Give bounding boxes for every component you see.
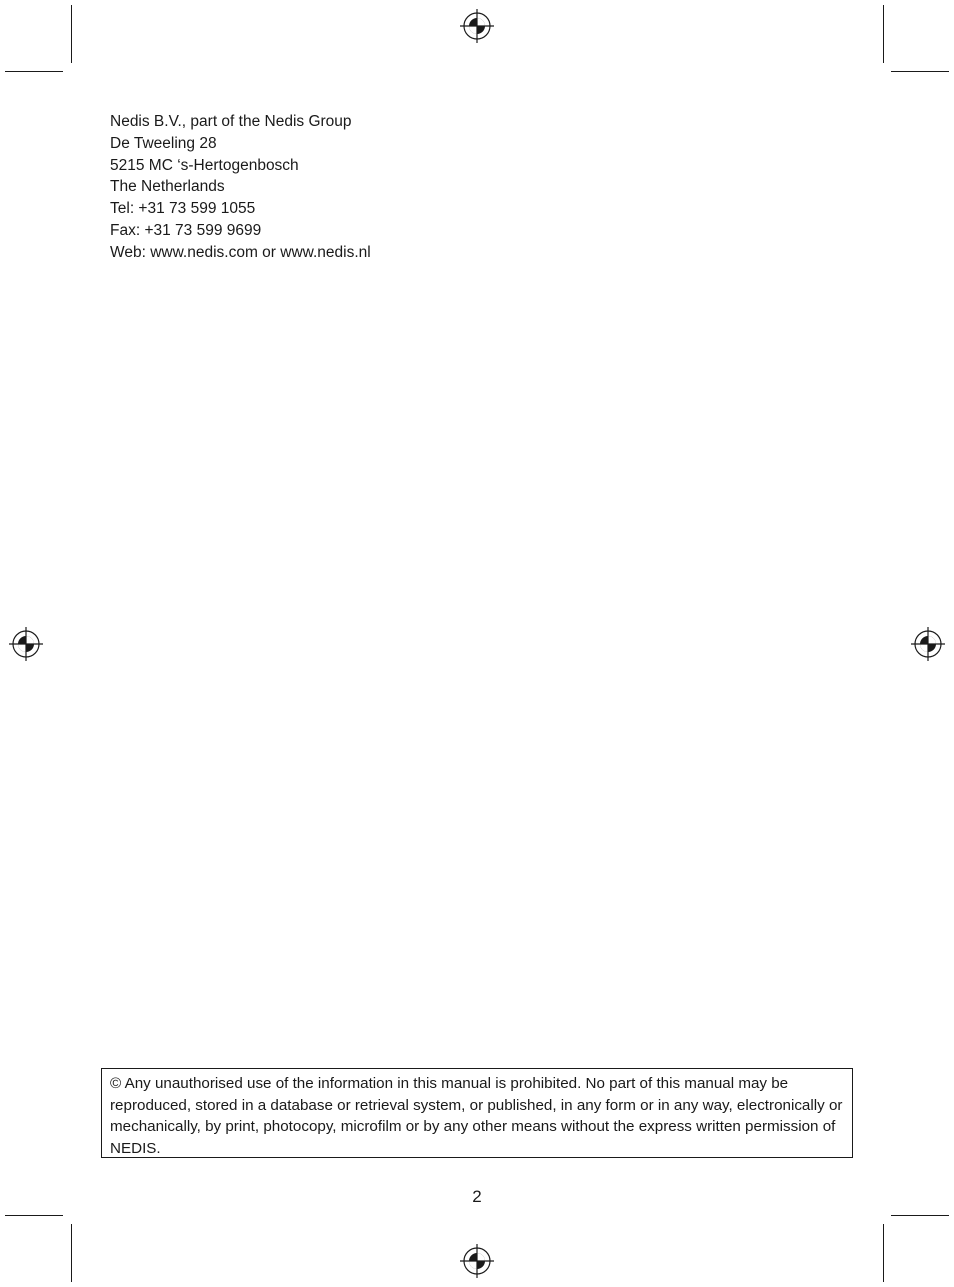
- registration-mark-icon: [460, 9, 494, 43]
- address-fax: Fax: +31 73 599 9699: [110, 221, 262, 239]
- address-telephone: Tel: +31 73 599 1055: [110, 200, 256, 218]
- crop-mark-bottom-right-vertical: [883, 1224, 884, 1282]
- registration-mark-icon: [460, 1244, 494, 1278]
- address-country: The Netherlands: [110, 178, 225, 196]
- registration-mark-icon: [911, 627, 945, 661]
- copyright-notice: © Any unauthorised use of the information in this manual is prohibited. No part of this manual may be reproduced, stored in a database or retrieval system, or published, in any form or in any way, electronically or mechanically, by print, photocopy, microfilm or by any other means without the express written permission of NEDIS.: [101, 1068, 853, 1158]
- crop-mark-bottom-left-horizontal: [5, 1215, 63, 1216]
- page-number: 2: [472, 1187, 482, 1206]
- registration-mark-icon: [9, 627, 43, 661]
- address-web: Web: www.nedis.com or www.nedis.nl: [110, 243, 371, 261]
- crop-mark-top-right-vertical: [883, 5, 884, 63]
- address-company-name: Nedis B.V., part of the Nedis Group: [110, 113, 352, 130]
- crop-mark-top-left-vertical: [71, 5, 72, 63]
- address-street: De Tweeling 28: [110, 134, 217, 152]
- company-address: [110, 111, 371, 264]
- crop-mark-bottom-left-vertical: [71, 1224, 72, 1282]
- crop-mark-top-left-horizontal: [5, 71, 63, 72]
- address-postal-city: 5215 MC ‘s-Hertogenbosch: [110, 156, 299, 174]
- crop-mark-top-right-horizontal: [891, 71, 949, 72]
- crop-mark-bottom-right-horizontal: [891, 1215, 949, 1216]
